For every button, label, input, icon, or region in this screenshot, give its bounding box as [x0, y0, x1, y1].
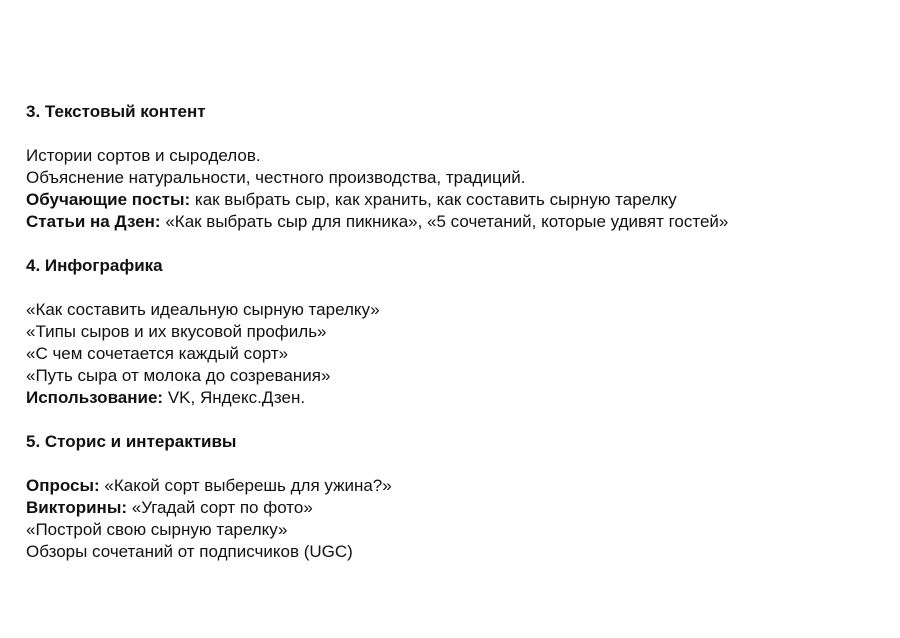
infographic-item: «С чем сочетается каждый сорт»	[26, 344, 289, 363]
quizzes-label: Викторины:	[26, 498, 128, 517]
usage-text: VK, Яндекс.Дзен.	[163, 388, 306, 407]
document-body	[26, 101, 886, 563]
dzen-articles-text: «Как выбрать сыр для пикника», «5 сочетаний, которые удивят гостей»	[160, 212, 729, 231]
usage-label: Использование:	[26, 388, 164, 407]
section-3-line-3	[26, 189, 886, 211]
dzen-articles-label: Статьи на Дзен:	[26, 212, 161, 231]
spacer	[26, 233, 886, 255]
training-posts-text: как выбрать сыр, как хранить, как составить сырную тарелку	[190, 190, 677, 209]
spacer	[26, 409, 886, 431]
quizzes-line	[26, 497, 886, 519]
polls-line	[26, 475, 886, 497]
infographic-item: «Как составить идеальную сырную тарелку»	[26, 300, 380, 319]
section-3-line-2: Объяснение натуральности, честного производства, традиций.	[26, 168, 526, 187]
section-5-line-4: Обзоры сочетаний от подписчиков (UGC)	[26, 542, 353, 561]
section-4-heading: 4. Инфографика	[26, 256, 163, 275]
section-5-line-3: «Построй свою сырную тарелку»	[26, 520, 288, 539]
training-posts-label: Обучающие посты:	[26, 190, 191, 209]
quizzes-text: «Угадай сорт по фото»	[127, 498, 313, 517]
polls-label: Опросы:	[26, 476, 100, 495]
spacer	[26, 453, 886, 475]
polls-text: «Какой сорт выберешь для ужина?»	[99, 476, 392, 495]
section-5-heading: 5. Сторис и интерактивы	[26, 432, 237, 451]
spacer	[26, 123, 886, 145]
infographic-item: «Путь сыра от молока до созревания»	[26, 366, 331, 385]
spacer	[26, 277, 886, 299]
section-3-heading: 3. Текстовый контент	[26, 102, 206, 121]
section-3-line-1: Истории сортов и сыроделов.	[26, 146, 261, 165]
section-3-line-4	[26, 211, 886, 233]
usage-line	[26, 387, 886, 409]
infographic-item: «Типы сыров и их вкусовой профиль»	[26, 322, 327, 341]
